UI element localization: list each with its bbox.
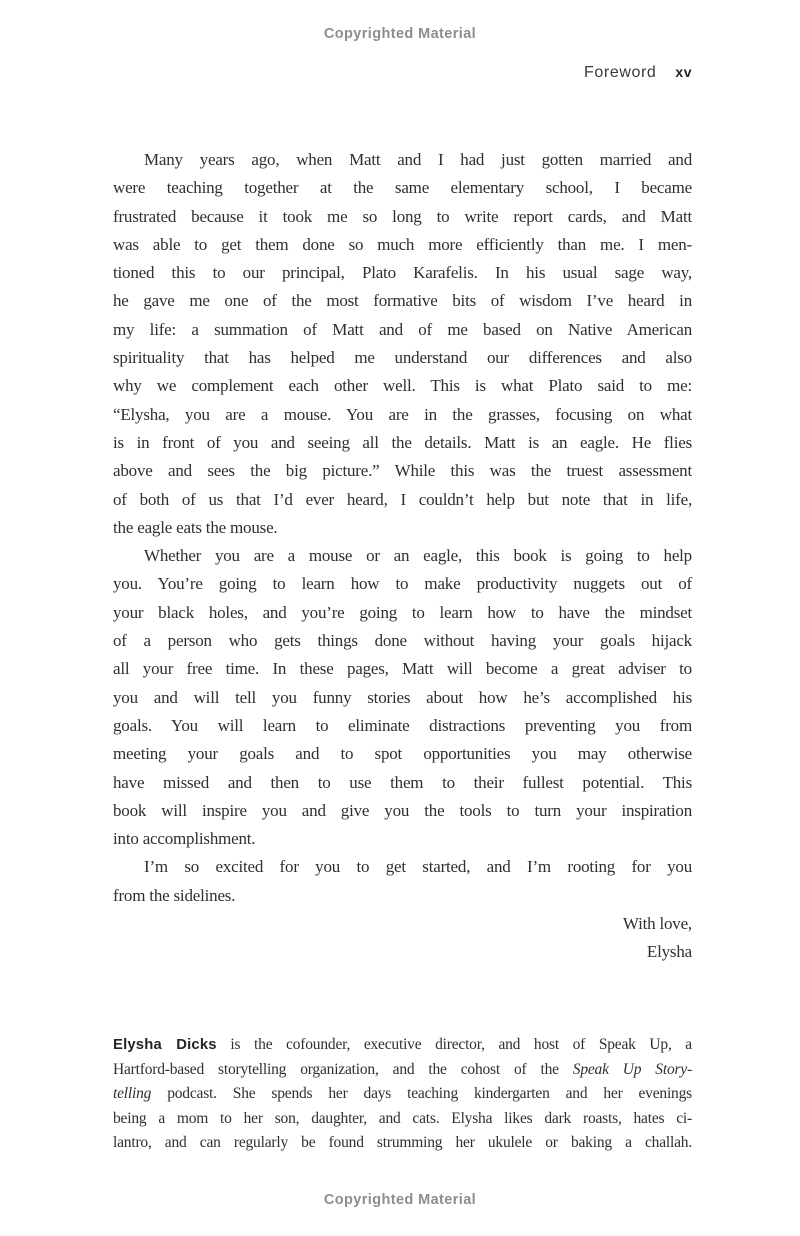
foreword-line: of a person who gets things done without having your goals hijack bbox=[113, 631, 692, 651]
foreword-line: “Elysha, you are a mouse. You are in the grasses, focusing on what bbox=[113, 404, 692, 424]
foreword-line: were teaching together at the same elementary school, I became bbox=[113, 178, 692, 198]
foreword-line: tioned this to our principal, Plato Karafelis. In his usual sage way, bbox=[113, 263, 692, 283]
bio-line: Hartford-based storytelling organization, and the cohost of the Speak Up Story- bbox=[113, 1060, 692, 1078]
copyright-notice-top: Copyrighted Material bbox=[323, 26, 477, 42]
foreword-line: book will inspire you and give you the tools to turn your inspiration bbox=[113, 800, 692, 820]
foreword-line: of both of us that I’d ever heard, I couldn’t help but note that in life, bbox=[113, 489, 692, 509]
foreword-line: I’m so excited for you to get started, and I’m rooting for you bbox=[144, 857, 692, 877]
bio-italic-title: Speak Up Story- bbox=[572, 1060, 692, 1078]
signoff-line: Elysha bbox=[646, 942, 692, 962]
foreword-line: from the sidelines. bbox=[113, 885, 236, 905]
bio-line: being a mom to her son, daughter, and cats. Elysha likes dark roasts, hates ci- bbox=[113, 1109, 692, 1127]
foreword-line: you. You’re going to learn how to make productivity nuggets out of bbox=[113, 574, 692, 594]
foreword-line: all your free time. In these pages, Matt will become a great adviser to bbox=[113, 659, 692, 679]
foreword-line: Whether you are a mouse or an eagle, this book is going to help bbox=[144, 546, 692, 566]
foreword-line: have missed and then to use them to their fullest potential. This bbox=[113, 772, 692, 792]
bio-author-name: Elysha Dicks bbox=[113, 1037, 217, 1053]
copyright-notice-bottom: Copyrighted Material bbox=[323, 1192, 477, 1208]
bio-line: telling podcast. She spends her days teaching kindergarten and her evenings bbox=[113, 1085, 692, 1103]
foreword-line: the eagle eats the mouse. bbox=[113, 517, 278, 537]
running-head-page-number: xv bbox=[675, 64, 692, 80]
running-head bbox=[113, 64, 692, 82]
foreword-line: frustrated because it took me so long to write report cards, and Matt bbox=[113, 206, 692, 226]
foreword-line: is in front of you and seeing all the details. Matt is an eagle. He flies bbox=[113, 432, 692, 452]
foreword-line: above and sees the big picture.” While this was the truest assessment bbox=[113, 461, 692, 481]
foreword-line: he gave me one of the most formative bits of wisdom I’ve heard in bbox=[113, 291, 692, 311]
bio-italic-title: telling bbox=[113, 1085, 152, 1103]
foreword-line: why we complement each other well. This is what Plato said to me: bbox=[113, 376, 692, 396]
bio-line: Elysha Dicks is the cofounder, executive director, and host of Speak Up, a bbox=[113, 1036, 692, 1053]
foreword-line: your black holes, and you’re going to learn how to have the mindset bbox=[113, 602, 692, 622]
foreword-line: meeting your goals and to spot opportunities you may otherwise bbox=[113, 744, 692, 764]
foreword-line: you and will tell you funny stories about how he’s accomplished his bbox=[113, 687, 692, 707]
foreword-line: was able to get them done so much more efficiently than me. I men- bbox=[113, 234, 692, 254]
foreword-line: my life: a summation of Matt and of me based on Native American bbox=[113, 319, 692, 339]
bio-text bbox=[113, 1033, 692, 1156]
bio-line: lantro, and can regularly be found strumming her ukulele or baking a challah. bbox=[113, 1134, 692, 1152]
foreword-line: spirituality that has helped me understand our differences and also bbox=[113, 348, 692, 368]
foreword-text bbox=[113, 146, 692, 967]
foreword-line: goals. You will learn to eliminate distractions preventing you from bbox=[113, 715, 692, 735]
foreword-line: Many years ago, when Matt and I had just gotten married and bbox=[144, 150, 692, 169]
running-head-chapter-title: Foreword bbox=[584, 64, 657, 81]
foreword-line: into accomplishment. bbox=[113, 829, 256, 849]
signoff-line: With love, bbox=[622, 914, 692, 934]
